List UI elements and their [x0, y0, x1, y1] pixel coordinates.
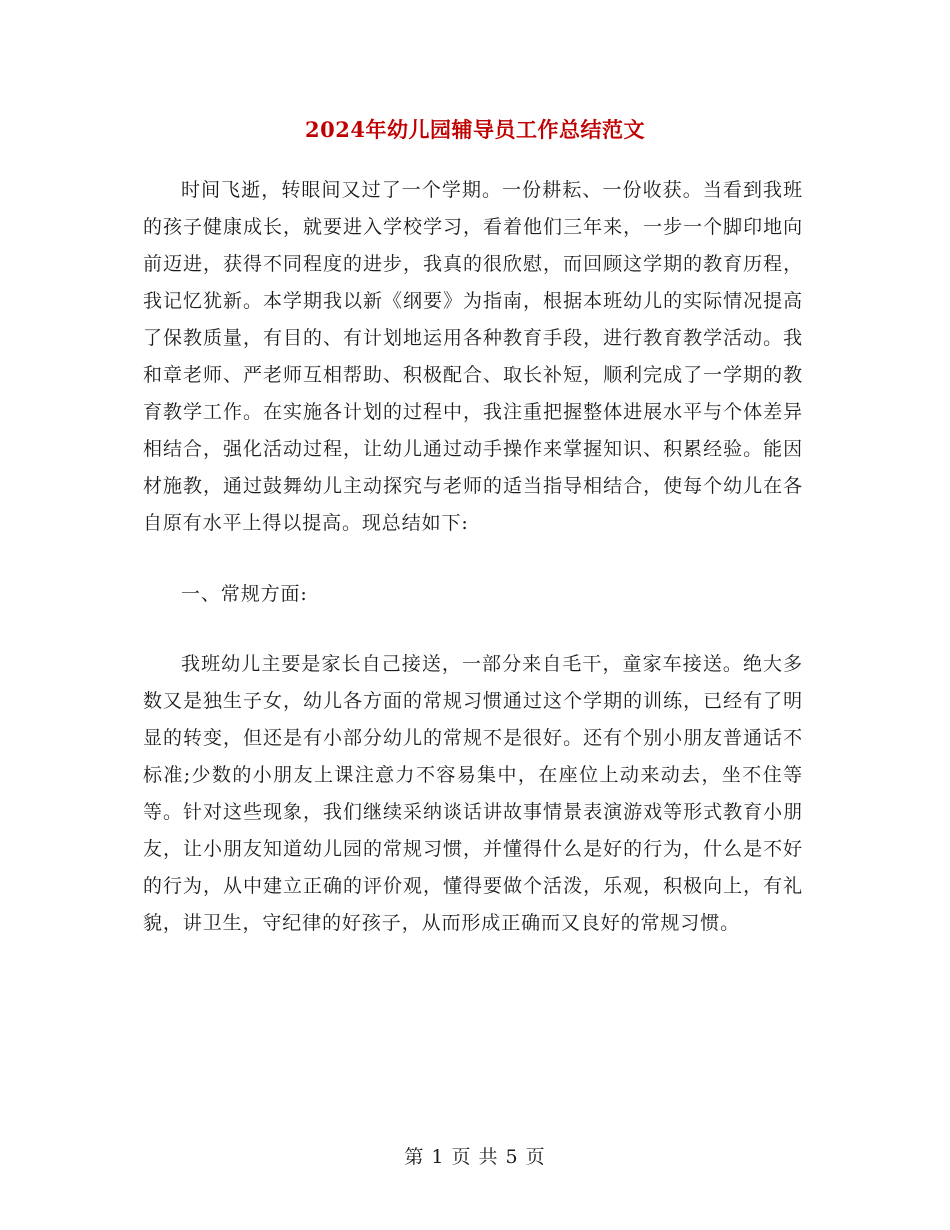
page-footer: 第 1 页 共 5 页: [404, 1146, 546, 1168]
document-title: 2024年幼儿园辅导员工作总结范文: [305, 117, 645, 142]
intro-paragraph: 时间飞逝，转眼间又过了一个学期。一份耕耘、一份收获。当看到我班的孩子健康成长，就要进入学校学习，看着他们三年来，一步一个脚印地向前迈进，获得不同程度的进步，我真的很欣慰，而回顾这学期的教育历程，我记忆犹新。本学期我以新《纲要》为指南，根据本班幼儿的实际情况提高了保教质量，有目的、有计划地运用各种教育手段，进行教育教学活动。我和章老师、严老师互相帮助、积极配合、取长补短，顺利完成了一学期的教育教学工作。在实施各计划的过程中，我注重把握整体进展水平与个体差异相结合，强化活动过程，让幼儿通过动手操作来掌握知识、积累经验。能因材施教，通过鼓舞幼儿主动探究与老师的适当指导相结合，使每个幼儿在各自原有水平上得以提高。现总结如下:: [143, 179, 803, 534]
document-body: [143, 172, 803, 942]
routine-paragraph: 我班幼儿主要是家长自己接送，一部分来自毛干，童家车接送。绝大多数又是独生子女，幼儿各方面的常规习惯通过这个学期的训练，已经有了明显的转变，但还是有小部分幼儿的常规不是很好。还有个别小朋友普通话不标准;少数的小朋友上课注意力不容易集中，在座位上动来动去，坐不住等等。针对这些现象，我们继续采纳谈话讲故事情景表演游戏等形式教育小朋友，让小朋友知道幼儿园的常规习惯，并懂得什么是好的行为，什么是不好的行为，从中建立正确的评价观，懂得要做个活泼，乐观，积极向上，有礼貌，讲卫生，守纪律的好孩子，从而形成正确而又良好的常规习惯。: [143, 653, 803, 934]
paragraph-spacer: [143, 542, 803, 576]
section-heading-routine: 一、常规方面:: [181, 583, 308, 605]
paragraph-spacer: [143, 613, 803, 646]
